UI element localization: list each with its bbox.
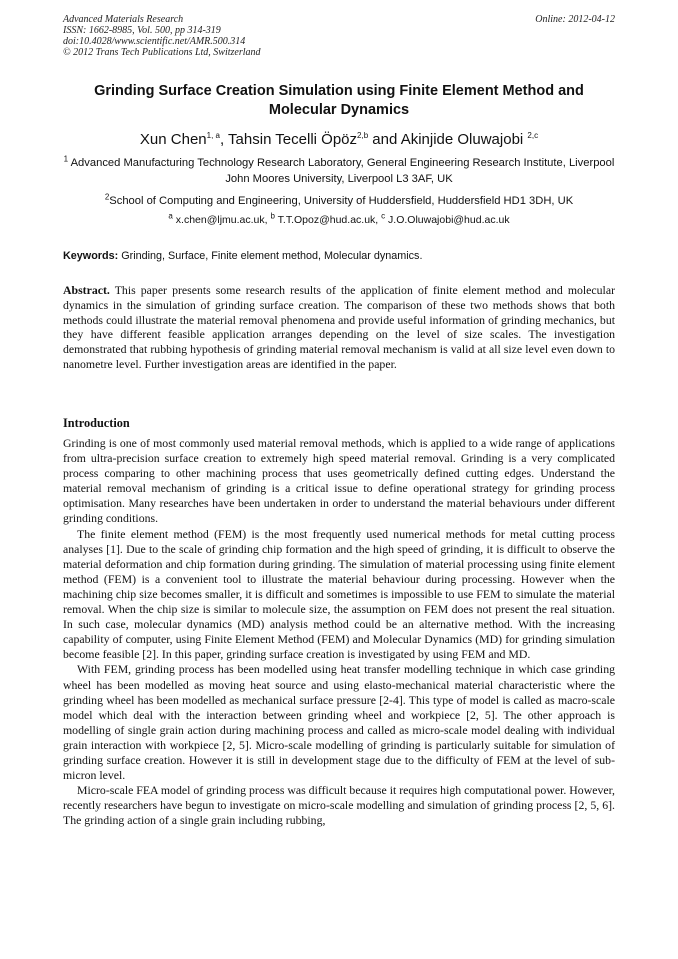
paragraph: Micro-scale FEA model of grinding process was difficult because it requires high computational power. However, recently researchers have begun to investigate on micro-scale modelling and simulation of grinding process [2, 5, 6]. The grinding action of a single grain including rubbing, [63, 783, 615, 828]
author-affil-marker: 2,c [527, 131, 539, 140]
paper-title: Grinding Surface Creation Simulation using Finite Element Method and Molecular Dynamics [94, 83, 584, 118]
email-marker: b [270, 211, 275, 221]
paragraph: Grinding is one of most commonly used material removal methods, which is applied to a wide range of applications from ultra-precision surface creation to extremely high speed material removal. Grinding is a very complicated process comparing to other machining process that uses geometrically defined cutting edges. Understand the material removal mechanism of grinding is a critical issue to define operational strategy for grinding process optimisation. Many researches have been undertaken in order to understand the material behaviours under different grinding conditions. [63, 436, 615, 526]
journal-copyright: © 2012 Trans Tech Publications Ltd, Switzerland [63, 47, 261, 58]
abstract [63, 283, 615, 372]
author-name: Tahsin Tecelli Öpöz [228, 131, 358, 148]
email-marker: c [381, 211, 386, 221]
keywords-label: Keywords: [63, 250, 119, 262]
email-address: x.chen@ljmu.ac.uk, [172, 214, 271, 226]
author-name: Xun Chen [139, 131, 207, 148]
author-separator: and [368, 131, 401, 148]
section-heading: Introduction [63, 416, 130, 430]
journal-name: Advanced Materials Research [63, 14, 184, 25]
email-address: T.T.Opoz@hud.ac.uk, [274, 214, 382, 226]
affiliation-1 [63, 155, 615, 187]
journal-header [63, 14, 615, 58]
affiliation-marker: 2 [104, 192, 110, 202]
affiliation-text: School of Computing and Engineering, University of Huddersfield, Huddersfield HD1 3DH, UK [109, 195, 574, 207]
email-marker: a [168, 211, 173, 221]
journal-doi: doi:10.4028/www.scientific.net/AMR.500.314 [63, 36, 246, 47]
author-separator: , [219, 131, 229, 148]
author-affil-marker: 1, a [206, 131, 220, 140]
abstract-label: Abstract. [63, 283, 110, 297]
paragraph: The finite element method (FEM) is the most frequently used numerical methods for metal cutting process analyses [1]. Due to the scale of grinding chip formation and the high speed of grinding, it is difficult to observe the material deformation and chip formation during grinding. The simulation of material processing using finite element method (FEM) is a convenient tool to illustrate the material behaviour during processing. However when the machining chip size becomes smaller, it is difficult and sometimes is impossible to use FEM to simulate the material removal. When the chip size is similar to molecule size, the assumption on FEM does not present the real situation. In such case, molecular dynamics (MD) analysis method could be an alternative method. With the increasing capability of computer, using Finite Element Method (FEM) and Molecular Dynamics (MD) for grinding simulation become feasible [2]. In this paper, grinding surface creation is investigated by using FEM and MD. [63, 526, 615, 662]
author-name: Akinjide Oluwajobi [400, 131, 528, 148]
email-address: J.O.Oluwajobi@hud.ac.uk [385, 214, 510, 226]
author-list [63, 131, 615, 149]
introduction-body [63, 436, 615, 828]
keywords [63, 249, 615, 264]
affiliation-2 [63, 193, 615, 209]
affiliation-marker: 1 [63, 154, 69, 164]
keywords-text: Grinding, Surface, Finite element method, Molecular dynamics. [118, 250, 423, 262]
affiliation-text: Advanced Manufacturing Technology Research Laboratory, General Engineering Research Institute, Liverpool John Moores University, Liverpool L3 3AF, UK [68, 157, 615, 185]
online-date: Online: 2012-04-12 [535, 14, 615, 25]
author-affil-marker: 2,b [357, 131, 369, 140]
journal-issn: ISSN: 1662-8985, Vol. 500, pp 314-319 [63, 25, 221, 36]
paragraph: With FEM, grinding process has been modelled using heat transfer modelling technique in which case grinding wheel has been modelled as moving heat source and using elasto-mechanical material characteristic where the grinding wheel has been modelled as mechanical surface pressure [2-4]. This type of model is called as macro-scale model which deal with the interaction between grinding wheel and workpiece [2, 5]. The other approach is modelling of single grain action during machining process and called as micro-scale model dealing with individual grain interaction with workpiece [2, 5]. Micro-scale modelling of grinding is particularly suitable for simulation of grinding surface creation. However it is still in development stage due to the difficulty of FEM at the level of sub-micron level. [63, 662, 615, 783]
abstract-text: This paper presents some research results of the application of finite element method and molecular dynamics in the simulation of grinding surface creation. The comparison of these two methods shows that both methods could illustrate the material removal phenomena and provide useful information of grinding mechanics, but they have different feasible application arranges depending on the level of size scales. The investigation demonstrated that rubbing hypothesis of grinding material removal mechanism is valid at all size level even down to nanometre level. Further investigation areas are identified in the paper. [63, 283, 615, 371]
author-emails [63, 213, 615, 228]
